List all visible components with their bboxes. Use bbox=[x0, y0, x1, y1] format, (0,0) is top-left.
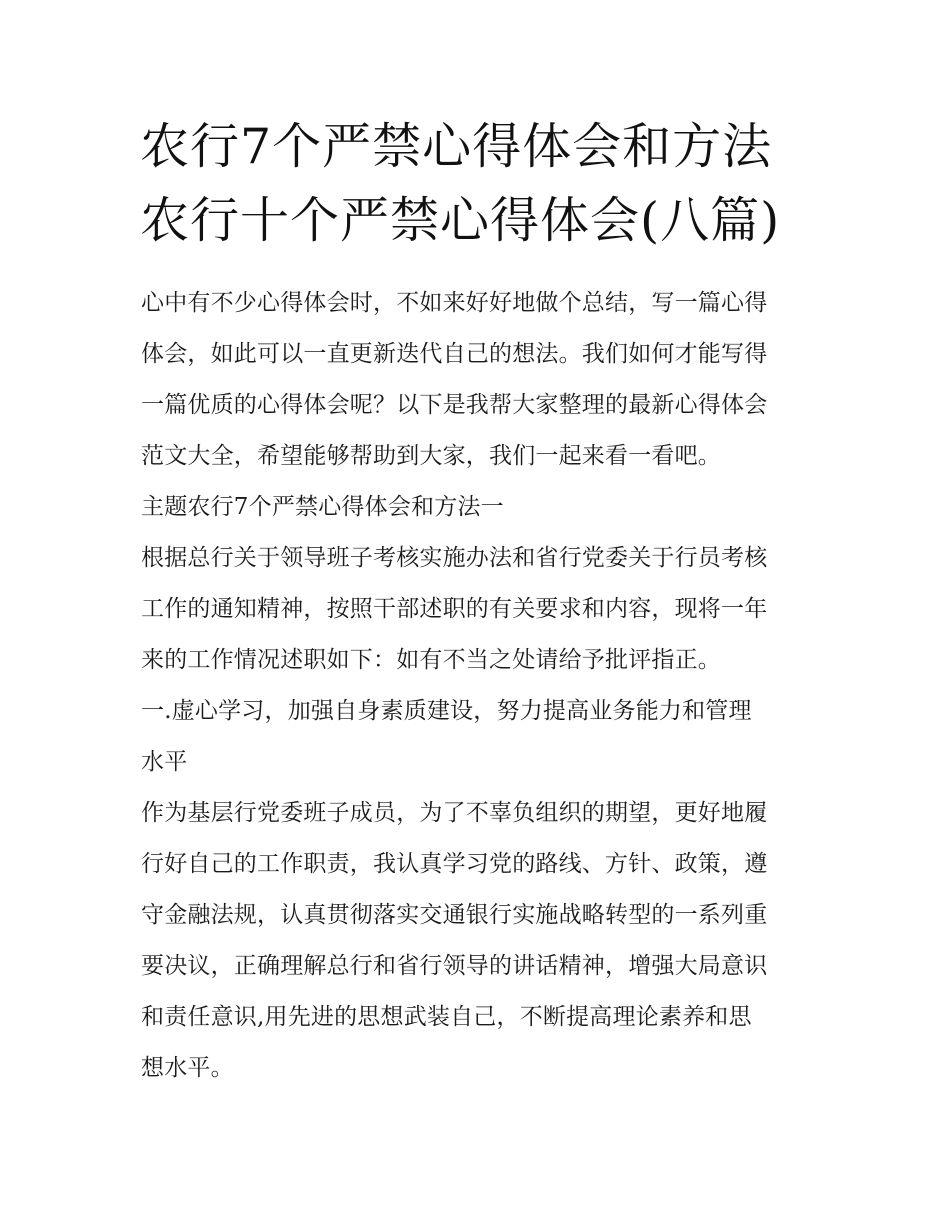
body-line: 范文大全，希望能够帮助到大家，我们一起来看一看吧。 bbox=[141, 443, 721, 469]
body-line: 根据总行关于领导班子考核实施办法和省行党委关于行员考核 bbox=[141, 545, 768, 571]
body-line: 行好自己的工作职责，我认真学习党的路线、方针、政策，遵 bbox=[141, 851, 768, 877]
subsection-heading: 一.虚心学习，加强自身素质建设，努力提高业务能力和管理 bbox=[141, 698, 752, 724]
body-line: 作为基层行党委班子成员，为了不辜负组织的期望，更好地履 bbox=[141, 800, 768, 826]
subsection-heading: 水平 bbox=[141, 749, 188, 775]
section-heading: 主题农行7个严禁心得体会和方法一 bbox=[141, 494, 504, 520]
body-line: 心中有不少心得体会时，不如来好好地做个总结，写一篇心得 bbox=[141, 290, 768, 316]
body-line: 想水平。 bbox=[141, 1055, 234, 1081]
document-body bbox=[141, 278, 821, 1094]
title-line: 农行7个严禁心得体会和方法 bbox=[140, 118, 773, 175]
title-line: 农行十个严禁心得体会(八篇) bbox=[140, 192, 781, 249]
body-line: 来的工作情况述职如下：如有不当之处请给予批评指正。 bbox=[141, 647, 721, 673]
body-line: 和责任意识,用先进的思想武装自己，不断提高理论素养和思 bbox=[141, 1004, 752, 1030]
body-line: 要决议，正确理解总行和省行领导的讲话精神，增强大局意识 bbox=[141, 953, 768, 979]
document-title bbox=[140, 110, 830, 258]
body-line: 体会，如此可以一直更新迭代自己的想法。我们如何才能写得 bbox=[141, 341, 768, 367]
body-line: 工作的通知精神，按照干部述职的有关要求和内容，现将一年 bbox=[141, 596, 768, 622]
body-line: 守金融法规，认真贯彻落实交通银行实施战略转型的一系列重 bbox=[141, 902, 768, 928]
body-line: 一篇优质的心得体会呢？以下是我帮大家整理的最新心得体会 bbox=[141, 392, 768, 418]
